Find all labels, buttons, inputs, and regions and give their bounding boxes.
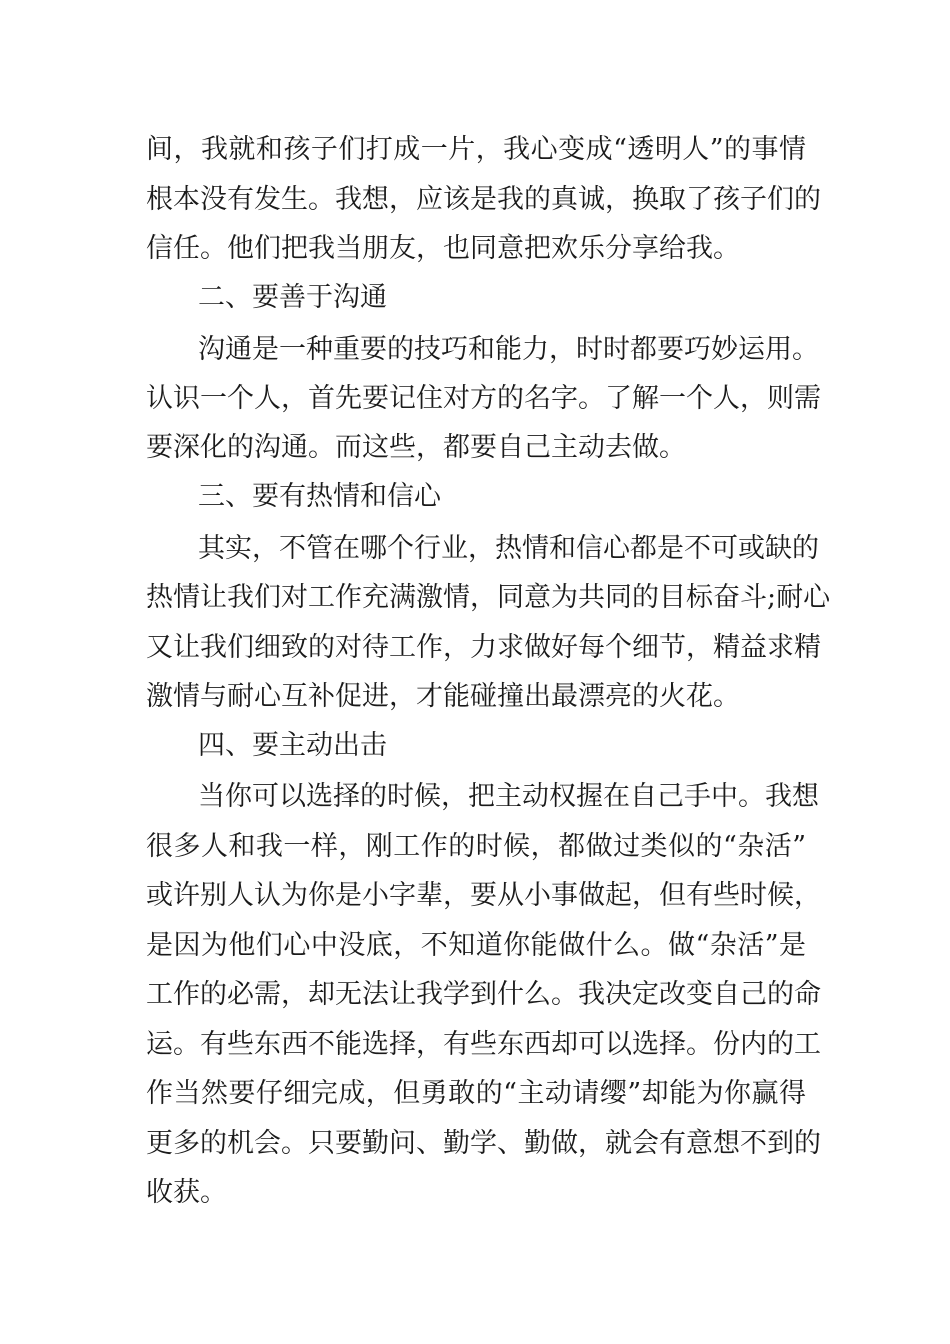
section-heading: 四、要主动出击 [198,730,387,761]
text-line: 作当然要仔细完成，但勇敢的“主动请缨”却能为你赢得 [146,1078,806,1109]
text-line: 或许别人认为你是小字辈，要从小事做起，但有些时候， [146,880,821,911]
text-line: 热情让我们对工作充满激情，同意为共同的目标奋斗;耐心 [146,582,831,613]
text-line: 其实，不管在哪个行业，热情和信心都是不可或缺的 [198,533,819,564]
text-line: 认识一个人，首先要记住对方的名字。了解一个人，则需 [146,383,821,414]
text-line: 又让我们细致的对待工作，力求做好每个细节，精益求精 [146,632,821,663]
text-line: 根本没有发生。我想，应该是我的真诚，换取了孩子们的 [146,184,821,215]
text-line: 当你可以选择的时候，把主动权握在自己手中。我想 [198,781,819,812]
text-line: 工作的必需，却无法让我学到什么。我决定改变自己的命 [146,979,821,1010]
text-line: 运。有些东西不能选择，有些东西却可以选择。份内的工 [146,1029,821,1060]
text-line: 信任。他们把我当朋友，也同意把欢乐分享给我。 [146,233,740,264]
text-line: 是因为他们心中没底，不知道你能做什么。做“杂活”是 [146,930,806,961]
text-line: 很多人和我一样，刚工作的时候，都做过类似的“杂活” [146,831,806,862]
section-heading: 三、要有热情和信心 [198,481,441,512]
text-line: 激情与耐心互补促进，才能碰撞出最漂亮的火花。 [146,681,740,712]
section-heading: 二、要善于沟通 [198,282,387,313]
text-line: 收获。 [146,1177,227,1208]
text-line: 间，我就和孩子们打成一片，我心变成“透明人”的事情 [146,134,806,165]
text-line: 沟通是一种重要的技巧和能力，时时都要巧妙运用。 [198,334,819,365]
text-line: 要深化的沟通。而这些，都要自己主动去做。 [146,432,686,463]
text-line: 更多的机会。只要勤问、勤学、勤做，就会有意想不到的 [146,1128,821,1159]
